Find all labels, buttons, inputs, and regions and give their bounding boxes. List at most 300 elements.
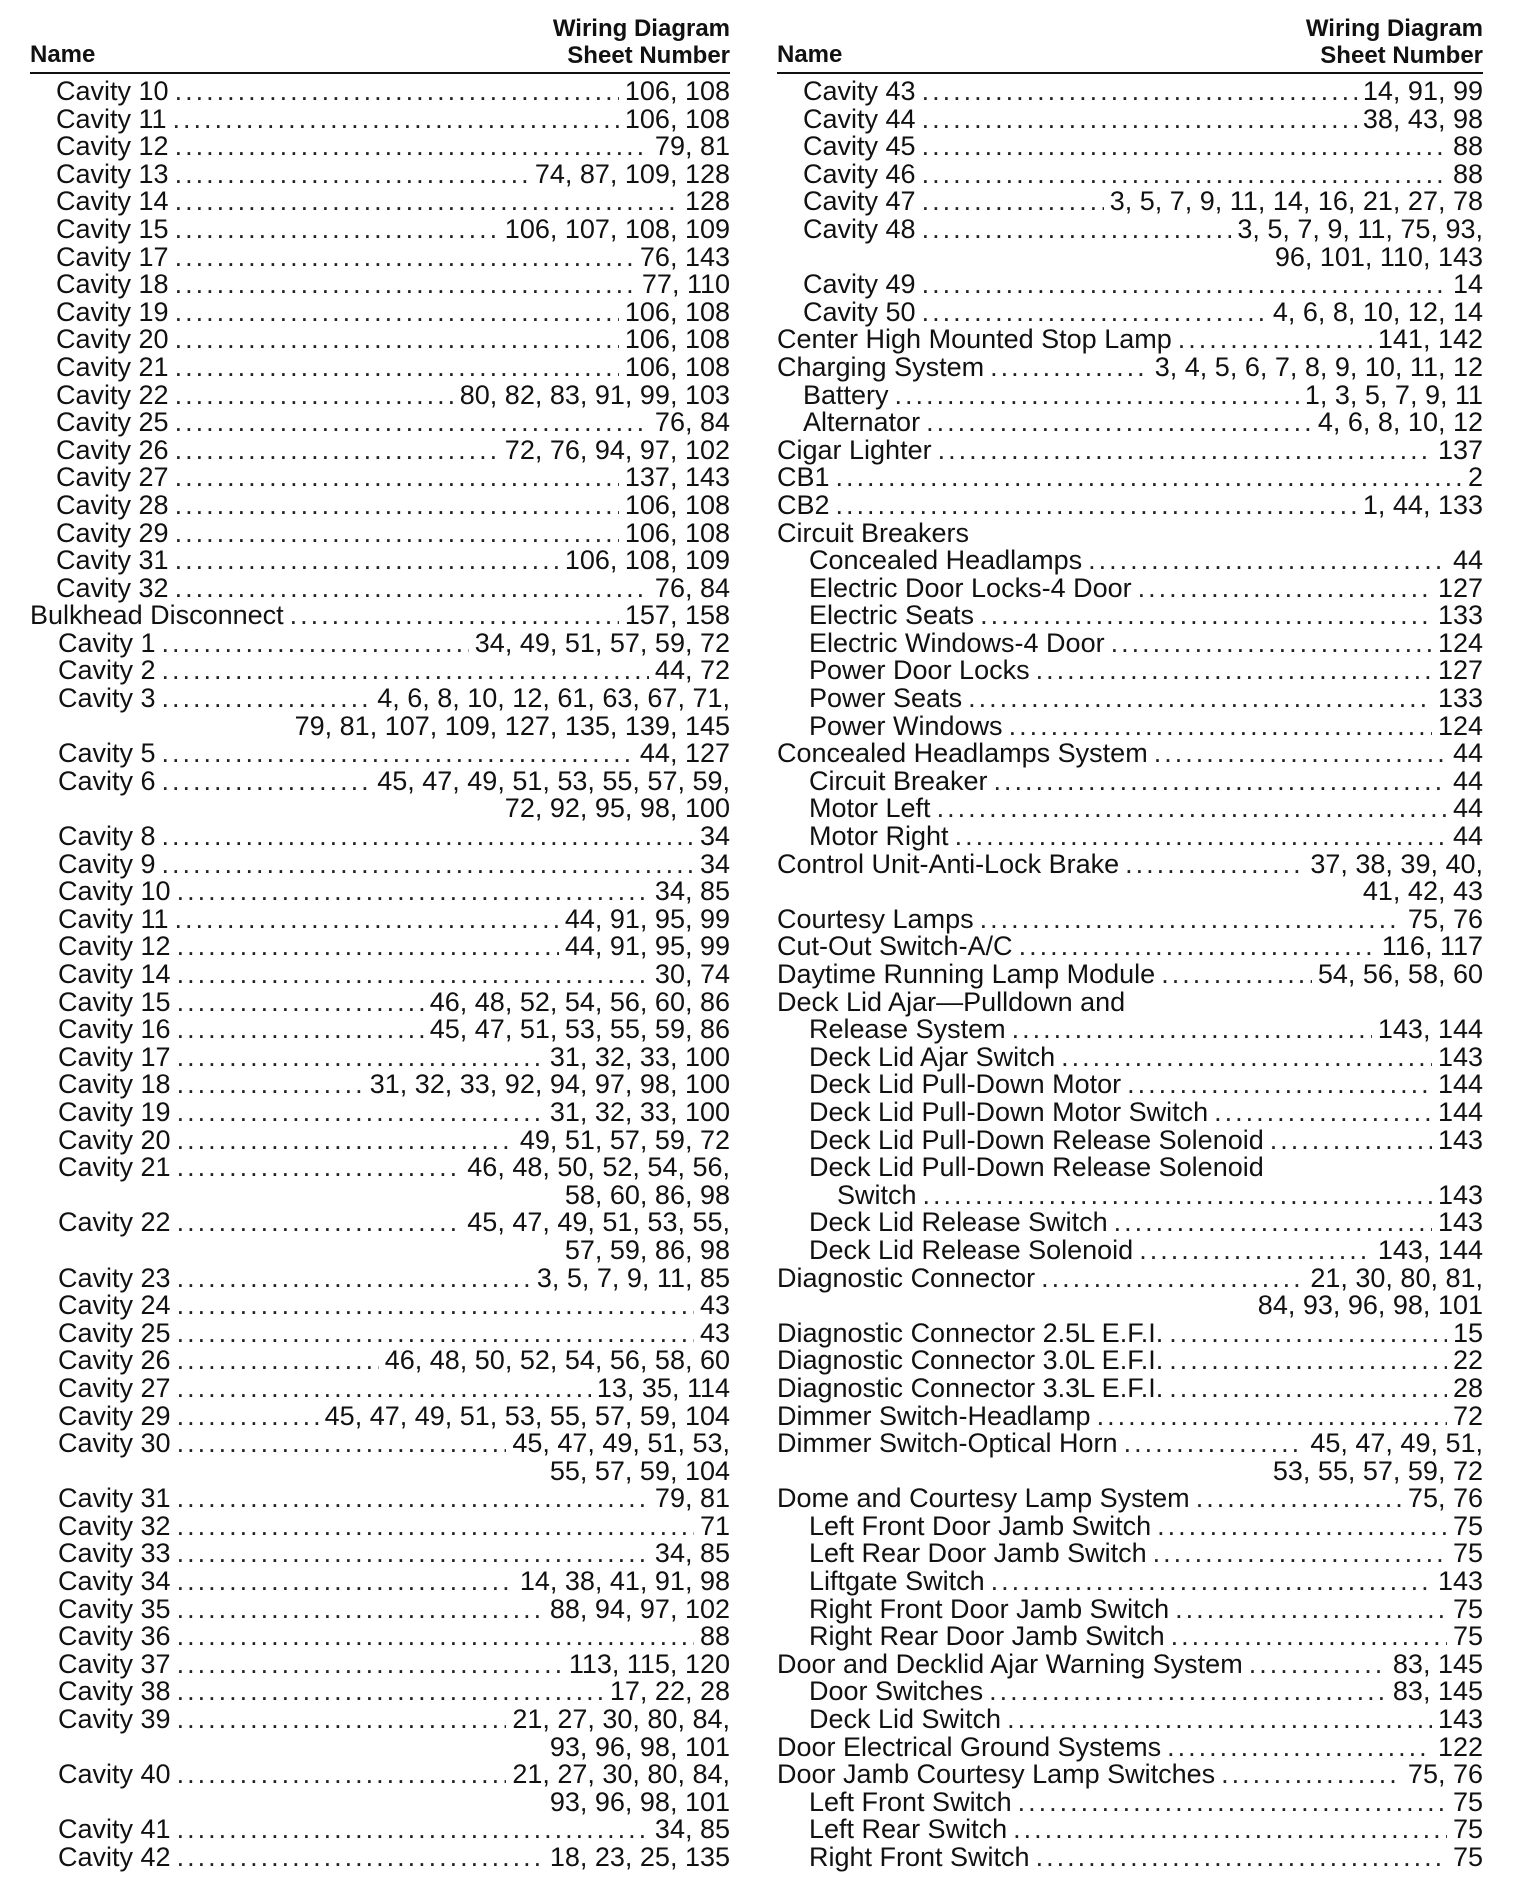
dot-leader bbox=[175, 188, 679, 216]
sheet-numbers: 143 bbox=[1437, 1566, 1483, 1597]
entry-name: Cavity 26 bbox=[56, 434, 169, 465]
index-entry bbox=[30, 1593, 730, 1624]
dot-leader bbox=[177, 1265, 531, 1293]
dot-leader bbox=[177, 933, 559, 961]
index-entry bbox=[30, 296, 730, 327]
index-entry bbox=[777, 1430, 1483, 1458]
index-entry bbox=[777, 1262, 1483, 1293]
entry-name: Cavity 32 bbox=[56, 572, 169, 603]
entry-name: Deck Lid Release Solenoid bbox=[809, 1234, 1134, 1265]
index-entry bbox=[30, 1400, 730, 1431]
sheet-numbers: 93, 96, 98, 101 bbox=[549, 1731, 730, 1762]
sheet-heading-line1: Wiring Diagram bbox=[1305, 15, 1483, 42]
entry-name: Door Switches bbox=[809, 1676, 984, 1707]
index-entry bbox=[777, 740, 1483, 768]
index-list-left bbox=[30, 74, 730, 1872]
index-entry bbox=[30, 464, 730, 492]
index-entry bbox=[777, 1041, 1483, 1072]
name-heading: Name bbox=[30, 41, 96, 68]
dot-leader bbox=[162, 768, 372, 796]
sheet-numbers: 21, 27, 30, 80, 84, bbox=[512, 1704, 730, 1735]
index-entry bbox=[777, 903, 1483, 934]
dot-leader bbox=[1018, 1789, 1447, 1817]
entry-name: Release System bbox=[809, 1014, 1006, 1045]
entry-name: Right Front Switch bbox=[809, 1842, 1030, 1872]
index-entry bbox=[30, 517, 730, 548]
entry-name: Cavity 24 bbox=[58, 1290, 171, 1321]
index-entry bbox=[30, 627, 730, 658]
entry-name: Cavity 28 bbox=[56, 489, 169, 520]
dot-leader bbox=[1114, 1209, 1432, 1237]
dot-leader bbox=[177, 1099, 544, 1127]
entry-name: Deck Lid Pull-Down Motor bbox=[809, 1069, 1122, 1100]
index-entry bbox=[30, 1568, 730, 1596]
dot-leader bbox=[968, 685, 1432, 713]
dot-leader bbox=[1124, 1430, 1305, 1458]
index-entry bbox=[777, 1071, 1483, 1099]
index-entry bbox=[777, 795, 1483, 823]
index-entry bbox=[30, 78, 730, 106]
dot-leader bbox=[177, 1761, 507, 1789]
entry-name: Cavity 1 bbox=[58, 627, 156, 658]
dot-leader bbox=[1111, 630, 1432, 658]
dot-leader bbox=[177, 1430, 507, 1458]
dot-leader bbox=[1013, 1816, 1447, 1844]
index-entry bbox=[30, 657, 730, 685]
dot-leader bbox=[895, 382, 1299, 410]
sheet-numbers: 113, 115, 120 bbox=[568, 1648, 730, 1679]
dot-leader bbox=[1154, 740, 1447, 768]
sheet-numbers: 3, 5, 7, 9, 11, 75, 93, bbox=[1237, 213, 1483, 244]
entry-name: Power Door Locks bbox=[809, 655, 1030, 686]
entry-name: Deck Lid Release Switch bbox=[809, 1207, 1108, 1238]
sheet-numbers: 44 bbox=[1452, 765, 1483, 796]
sheet-numbers: 14, 91, 99 bbox=[1362, 76, 1483, 106]
entry-name: Cavity 21 bbox=[58, 1152, 171, 1183]
right-column bbox=[777, 0, 1483, 1872]
dot-leader bbox=[177, 1154, 462, 1182]
index-entry-continuation bbox=[30, 1179, 730, 1210]
sheet-numbers: 106, 108 bbox=[624, 489, 730, 520]
index-entry bbox=[777, 710, 1483, 741]
sheet-numbers: 34, 85 bbox=[654, 876, 730, 907]
entry-name: Cavity 31 bbox=[56, 545, 169, 576]
index-entry bbox=[777, 1317, 1483, 1348]
entry-name: Motor Right bbox=[809, 821, 949, 852]
sheet-numbers: 133 bbox=[1437, 683, 1483, 714]
entry-name: Cavity 12 bbox=[58, 931, 171, 962]
sheet-numbers: 17, 22, 28 bbox=[609, 1676, 730, 1707]
entry-name: Door and Decklid Ajar Warning System bbox=[777, 1648, 1243, 1679]
index-entry bbox=[30, 379, 730, 410]
sheet-numbers: 4, 6, 8, 10, 12 bbox=[1317, 407, 1483, 438]
sheet-numbers: 3, 5, 7, 9, 11, 14, 16, 21, 27, 78 bbox=[1109, 186, 1483, 217]
sheet-numbers: 137 bbox=[1437, 434, 1483, 465]
sheet-numbers: 45, 47, 51, 53, 55, 59, 86 bbox=[429, 1014, 730, 1045]
index-entry bbox=[30, 241, 730, 272]
entry-name: Cavity 25 bbox=[58, 1317, 171, 1348]
sheet-numbers: 106, 108, 109 bbox=[564, 545, 730, 576]
entry-name: Cut-Out Switch-A/C bbox=[777, 931, 1013, 962]
dot-leader bbox=[175, 520, 619, 548]
entry-name: Left Front Switch bbox=[809, 1786, 1012, 1817]
index-entry bbox=[777, 848, 1483, 879]
dot-leader bbox=[177, 1816, 649, 1844]
sheet-numbers: 45, 47, 49, 51, 53, 55, 57, 59, bbox=[377, 765, 730, 796]
sheet-numbers: 45, 47, 49, 51, 53, 55, bbox=[467, 1207, 730, 1238]
dot-leader bbox=[1007, 1706, 1432, 1734]
entry-name: Cavity 45 bbox=[803, 131, 916, 162]
index-entry bbox=[30, 1485, 730, 1513]
dot-leader bbox=[1175, 1596, 1447, 1624]
dot-leader bbox=[1012, 1016, 1372, 1044]
sheet-numbers: 106, 108 bbox=[624, 351, 730, 382]
dot-leader bbox=[1097, 1403, 1447, 1431]
dot-leader bbox=[1139, 1237, 1372, 1265]
index-entry bbox=[777, 1678, 1483, 1706]
sheet-numbers: 143 bbox=[1437, 1179, 1483, 1210]
dot-leader bbox=[1249, 1651, 1387, 1679]
index-entry bbox=[777, 296, 1483, 327]
entry-name: Cavity 21 bbox=[56, 351, 169, 382]
dot-leader bbox=[926, 409, 1312, 437]
index-entry bbox=[777, 602, 1483, 630]
entry-name: Cavity 46 bbox=[803, 158, 916, 189]
sheet-numbers: 75 bbox=[1452, 1538, 1483, 1569]
sheet-numbers: 72 bbox=[1452, 1400, 1483, 1431]
dot-leader bbox=[922, 161, 1447, 189]
sheet-numbers: 106, 107, 108, 109 bbox=[504, 213, 730, 244]
dot-leader bbox=[162, 823, 694, 851]
dot-leader bbox=[177, 1403, 319, 1431]
dot-leader bbox=[162, 630, 469, 658]
index-entry bbox=[30, 1292, 730, 1320]
dot-leader bbox=[1036, 657, 1432, 685]
entry-name: Cavity 36 bbox=[58, 1621, 171, 1652]
dot-leader bbox=[177, 1706, 507, 1734]
sheet-numbers: 75, 76 bbox=[1407, 903, 1483, 934]
sheet-numbers: 31, 32, 33, 100 bbox=[549, 1096, 730, 1127]
entry-name: Cavity 9 bbox=[58, 848, 156, 879]
dot-leader bbox=[175, 575, 649, 603]
sheet-numbers: 1, 44, 133 bbox=[1362, 489, 1483, 520]
entry-name: Center High Mounted Stop Lamp bbox=[777, 324, 1172, 355]
dot-leader bbox=[991, 1568, 1432, 1596]
entry-name: Right Front Door Jamb Switch bbox=[809, 1593, 1170, 1624]
index-entry bbox=[777, 765, 1483, 796]
sheet-numbers: 34, 85 bbox=[654, 1814, 730, 1845]
dot-leader bbox=[177, 1209, 462, 1237]
sheet-numbers: 76, 84 bbox=[654, 407, 730, 438]
entry-name: Cavity 27 bbox=[56, 462, 169, 493]
dot-leader bbox=[1125, 851, 1304, 879]
sheet-numbers: 34, 85 bbox=[654, 1538, 730, 1569]
entry-name: Deck Lid Pull-Down Release Solenoid bbox=[809, 1152, 1264, 1183]
index-entry bbox=[777, 823, 1483, 851]
sheet-numbers: 3, 4, 5, 6, 7, 8, 9, 10, 11, 12 bbox=[1154, 351, 1483, 382]
index-entry bbox=[30, 823, 730, 851]
sheet-numbers: 45, 47, 49, 51, 53, 55, 57, 59, 104 bbox=[324, 1400, 730, 1431]
index-entry bbox=[30, 1041, 730, 1072]
dot-leader bbox=[922, 271, 1447, 299]
sheet-numbers: 96, 101, 110, 143 bbox=[1274, 241, 1483, 272]
dot-leader bbox=[177, 1375, 591, 1403]
sheet-numbers: 44 bbox=[1452, 793, 1483, 824]
sheet-numbers: 44, 91, 95, 99 bbox=[564, 903, 730, 934]
entry-name: Control Unit-Anti-Lock Brake bbox=[777, 848, 1120, 879]
sheet-numbers: 34 bbox=[699, 821, 730, 852]
sheet-number-heading bbox=[1306, 15, 1483, 69]
dot-leader bbox=[938, 437, 1432, 465]
dot-leader bbox=[980, 602, 1432, 630]
index-entry-continuation bbox=[777, 1455, 1483, 1486]
dot-leader bbox=[177, 1596, 544, 1624]
index-entry bbox=[30, 547, 730, 575]
entry-name: Cavity 14 bbox=[58, 959, 171, 989]
entry-name: Deck Lid Switch bbox=[809, 1704, 1002, 1735]
sheet-numbers: 37, 38, 39, 40, bbox=[1310, 848, 1483, 879]
index-entry bbox=[777, 1016, 1483, 1044]
sheet-numbers: 14, 38, 41, 91, 98 bbox=[519, 1566, 730, 1597]
sheet-numbers: 157, 158 bbox=[624, 600, 730, 631]
index-entry bbox=[30, 351, 730, 382]
sheet-numbers: 1, 3, 5, 7, 9, 11 bbox=[1304, 379, 1483, 410]
index-entry bbox=[777, 213, 1483, 244]
dot-leader bbox=[1171, 1623, 1447, 1651]
sheet-numbers: 88 bbox=[699, 1621, 730, 1652]
dot-leader bbox=[1088, 547, 1447, 575]
dot-leader bbox=[922, 188, 1104, 216]
index-entry bbox=[777, 464, 1483, 492]
dot-leader bbox=[994, 768, 1447, 796]
entry-name: Cavity 5 bbox=[58, 738, 156, 769]
entry-name: Cavity 3 bbox=[58, 683, 156, 714]
entry-name: Cavity 31 bbox=[58, 1483, 171, 1514]
index-entry bbox=[30, 1209, 730, 1237]
index-entry bbox=[777, 1400, 1483, 1431]
dot-leader bbox=[177, 1623, 694, 1651]
index-entry bbox=[30, 903, 730, 934]
dot-leader bbox=[177, 1347, 379, 1375]
sheet-numbers: 72, 92, 95, 98, 100 bbox=[504, 793, 730, 824]
entry-name: Deck Lid Ajar—Pulldown and bbox=[777, 986, 1126, 1017]
index-entry bbox=[777, 326, 1483, 354]
sheet-numbers: 79, 81 bbox=[654, 1483, 730, 1514]
sheet-numbers: 46, 48, 50, 52, 54, 56, 58, 60 bbox=[384, 1345, 730, 1376]
entry-name: Cavity 34 bbox=[58, 1566, 171, 1597]
sheet-numbers: 30, 74 bbox=[654, 959, 730, 989]
sheet-numbers: 106, 108 bbox=[624, 296, 730, 327]
entry-name: Cavity 29 bbox=[56, 517, 169, 548]
entry-name: Concealed Headlamps bbox=[809, 545, 1083, 576]
dot-leader bbox=[1169, 1320, 1447, 1348]
entry-name: Cavity 2 bbox=[58, 655, 156, 686]
sheet-numbers: 106, 108 bbox=[624, 76, 730, 106]
index-entry bbox=[777, 933, 1483, 961]
sheet-numbers: 21, 30, 80, 81, bbox=[1310, 1262, 1483, 1293]
sheet-numbers: 75, 76 bbox=[1407, 1759, 1483, 1790]
dot-leader bbox=[175, 382, 454, 410]
entry-name: Cavity 26 bbox=[58, 1345, 171, 1376]
sheet-numbers: 57, 59, 86, 98 bbox=[564, 1234, 730, 1265]
index-entry bbox=[777, 351, 1483, 382]
entry-name: Left Rear Door Jamb Switch bbox=[809, 1538, 1147, 1569]
sheet-numbers: 58, 60, 86, 98 bbox=[564, 1179, 730, 1210]
entry-name: Liftgate Switch bbox=[809, 1566, 985, 1597]
entry-name: Cavity 22 bbox=[58, 1207, 171, 1238]
dot-leader bbox=[175, 326, 619, 354]
entry-name: Cavity 47 bbox=[803, 186, 916, 217]
index-entry bbox=[30, 933, 730, 961]
entry-name: Cavity 20 bbox=[56, 324, 169, 355]
dot-leader bbox=[1019, 933, 1376, 961]
entry-name: Electric Windows-4 Door bbox=[809, 627, 1105, 658]
sheet-numbers: 44 bbox=[1452, 545, 1483, 576]
sheet-numbers: 28 bbox=[1452, 1372, 1483, 1403]
index-entry bbox=[30, 1124, 730, 1155]
sheet-numbers: 54, 56, 58, 60 bbox=[1317, 959, 1483, 989]
sheet-numbers: 106, 108 bbox=[624, 324, 730, 355]
sheet-numbers: 75, 76 bbox=[1407, 1483, 1483, 1514]
entry-name: Cavity 33 bbox=[58, 1538, 171, 1569]
entry-name: Daytime Running Lamp Module bbox=[777, 959, 1156, 989]
index-entry bbox=[777, 489, 1483, 520]
dot-leader bbox=[175, 244, 634, 272]
entry-name: Alternator bbox=[803, 407, 921, 438]
index-entry bbox=[30, 213, 730, 244]
entry-name: Cavity 11 bbox=[58, 903, 169, 934]
entry-name: Electric Seats bbox=[809, 600, 975, 631]
entry-name: Power Seats bbox=[809, 683, 963, 714]
sheet-numbers: 4, 6, 8, 10, 12, 61, 63, 67, 71, bbox=[377, 683, 730, 714]
index-entry-continuation bbox=[30, 1786, 730, 1817]
entry-name: CB2 bbox=[777, 489, 830, 520]
index-entry bbox=[777, 547, 1483, 575]
entry-name: Dimmer Switch-Headlamp bbox=[777, 1400, 1091, 1431]
sheet-numbers: 133 bbox=[1437, 600, 1483, 631]
index-entry bbox=[777, 1179, 1483, 1210]
entry-name: Diagnostic Connector bbox=[777, 1262, 1036, 1293]
entry-name: Door Jamb Courtesy Lamp Switches bbox=[777, 1759, 1216, 1790]
index-entry bbox=[30, 685, 730, 713]
sheet-numbers: 143 bbox=[1437, 1704, 1483, 1735]
sheet-numbers: 43 bbox=[699, 1317, 730, 1348]
entry-name: Cavity 42 bbox=[58, 1842, 171, 1872]
index-entry bbox=[777, 78, 1483, 106]
index-entry bbox=[30, 572, 730, 603]
entry-name: Cavity 49 bbox=[803, 269, 916, 300]
index-entry bbox=[777, 271, 1483, 299]
sheet-numbers: 144 bbox=[1437, 1096, 1483, 1127]
sheet-numbers: 122 bbox=[1437, 1731, 1483, 1762]
index-entry bbox=[30, 740, 730, 768]
sheet-numbers: 44, 72 bbox=[654, 655, 730, 686]
sheet-numbers: 4, 6, 8, 10, 12, 14 bbox=[1272, 296, 1483, 327]
entry-name: Left Front Door Jamb Switch bbox=[809, 1510, 1152, 1541]
index-entry-continuation bbox=[30, 1731, 730, 1762]
entry-name: Diagnostic Connector 2.5L E.F.I. bbox=[777, 1317, 1164, 1348]
dot-leader bbox=[1270, 1127, 1432, 1155]
index-entry bbox=[30, 188, 730, 216]
entry-name: Cavity 50 bbox=[803, 296, 916, 327]
sheet-numbers: 3, 5, 7, 9, 11, 85 bbox=[536, 1262, 730, 1293]
dot-leader bbox=[177, 1320, 694, 1348]
index-entry bbox=[30, 1844, 730, 1872]
dot-leader bbox=[1061, 1044, 1432, 1072]
sheet-numbers: 83, 145 bbox=[1392, 1676, 1483, 1707]
dot-leader bbox=[1167, 1734, 1432, 1762]
sheet-numbers: 44 bbox=[1452, 821, 1483, 852]
index-entry bbox=[30, 1678, 730, 1706]
dot-leader bbox=[177, 1540, 649, 1568]
index-entry bbox=[777, 434, 1483, 465]
sheet-numbers: 45, 47, 49, 51, bbox=[1310, 1428, 1483, 1459]
index-entry bbox=[30, 1648, 730, 1679]
dot-leader bbox=[175, 437, 499, 465]
index-entry bbox=[30, 1623, 730, 1651]
entry-name: Cavity 44 bbox=[803, 103, 916, 134]
sheet-numbers: 127 bbox=[1437, 572, 1483, 603]
dot-leader bbox=[177, 961, 649, 989]
dot-leader bbox=[1196, 1485, 1402, 1513]
sheet-numbers: 116, 117 bbox=[1381, 931, 1483, 962]
index-entry bbox=[30, 1510, 730, 1541]
dot-leader bbox=[177, 1016, 424, 1044]
index-entry bbox=[777, 627, 1483, 658]
sheet-numbers: 84, 93, 96, 98, 101 bbox=[1257, 1290, 1483, 1321]
index-entry bbox=[30, 1154, 730, 1182]
index-entry bbox=[30, 489, 730, 520]
entry-name: Left Rear Switch bbox=[809, 1814, 1008, 1845]
entry-name: Cavity 15 bbox=[56, 213, 169, 244]
index-entry bbox=[777, 1844, 1483, 1872]
sheet-numbers: 144 bbox=[1437, 1069, 1483, 1100]
entry-name: Dimmer Switch-Optical Horn bbox=[777, 1428, 1118, 1459]
entry-name: Cavity 22 bbox=[56, 379, 169, 410]
index-entry bbox=[777, 1786, 1483, 1817]
index-entry bbox=[777, 158, 1483, 189]
entry-name: Cavity 11 bbox=[56, 103, 167, 134]
sheet-numbers: 75 bbox=[1452, 1593, 1483, 1624]
entry-name: Motor Left bbox=[809, 793, 931, 824]
entry-name: Cavity 18 bbox=[56, 269, 169, 300]
sheet-heading-line1: Wiring Diagram bbox=[552, 15, 730, 42]
sheet-numbers: 75 bbox=[1452, 1786, 1483, 1817]
sheet-numbers: 83, 145 bbox=[1392, 1648, 1483, 1679]
index-entry-continuation bbox=[777, 241, 1483, 272]
entry-name: Door Electrical Ground Systems bbox=[777, 1731, 1162, 1762]
dot-leader bbox=[1178, 326, 1372, 354]
sheet-numbers: 55, 57, 59, 104 bbox=[549, 1455, 730, 1486]
index-entry bbox=[777, 1706, 1483, 1734]
index-entry bbox=[777, 1731, 1483, 1762]
dot-leader bbox=[162, 851, 694, 879]
index-entry bbox=[30, 602, 730, 630]
sheet-numbers: 79, 81 bbox=[654, 131, 730, 162]
index-entry bbox=[777, 133, 1483, 161]
dot-leader bbox=[1157, 1513, 1447, 1541]
sheet-numbers: 141, 142 bbox=[1377, 324, 1483, 355]
entry-name: Cavity 37 bbox=[58, 1648, 171, 1679]
index-entry bbox=[30, 1706, 730, 1734]
sheet-numbers: 44, 91, 95, 99 bbox=[564, 931, 730, 962]
sheet-numbers: 137, 143 bbox=[624, 462, 730, 493]
index-entry bbox=[30, 1430, 730, 1458]
entry-name: Cavity 8 bbox=[58, 821, 156, 852]
sheet-numbers: 128 bbox=[684, 186, 730, 217]
index-entry bbox=[777, 409, 1483, 437]
entry-name: Cavity 10 bbox=[58, 876, 171, 907]
